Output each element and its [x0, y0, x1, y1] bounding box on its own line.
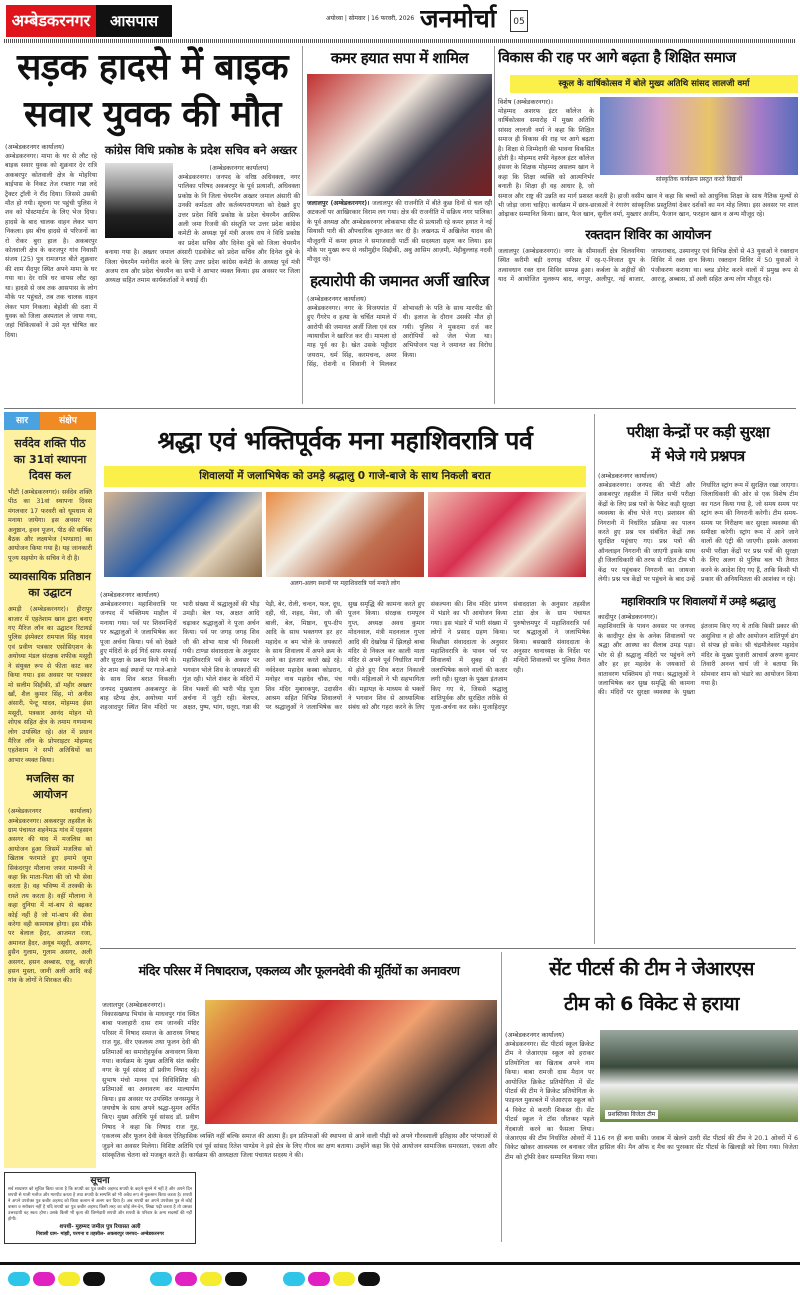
- photo-statue-unveiling: [205, 1000, 497, 1124]
- headline-road-accident-1: सड़क हादसे में बाइक: [17, 47, 288, 88]
- dateline: अयोध्या | सोमवार | 16 फरवरी, 2026: [326, 15, 415, 22]
- page-number: 05: [510, 10, 528, 32]
- subhead-shivratri: शिवालयों में जलाभिषेक को उमड़े श्रद्धालु 0 गाजे-बाजे के साथ निकली बरात: [104, 466, 586, 487]
- headline-nishad-statues: मंदिर परिसर में निषादराज, एकलव्य और फूलनदेवी की मूर्तियों का अनावरण: [138, 963, 460, 978]
- brief-headline: मजलिस का आयोजन: [26, 772, 74, 802]
- article-body: अम्बेडकरनगर। मामा के घर से लौट रहे बाइक सवार युवक को शुक्रवार देर रात्रि अकबरपुर कोतवाली क्षेत्र के मोहरिया बाईपास के निकट तेज रफ्तार गन्ना लदे ट्रैक्टर ट्रॉली ने रौंद दिया। जिससे उसकी मौत हो गयी। सूचना पर पहुंची पुलिस ने शव को पोस्टमार्टम के लिए भेज दिया। हादसे के बाद चालक वाहन लेकर भाग निकला। इस बीच हादसे से परिजनों का रो रोकर बुरा हाल है। अकबरपुर कोतवाली क्षेत्र के करजपुर गांव निवासी संजय (25) पुत्र रामजगत बीते शुक्रवार की शाम सैदपुर स्थित अपने मामा के घर गया था। देर रात्रि घर वापस लौट रहा था। हादसे से जब तक आसपास के लोग मौके पर पहुंचते, तब तक चालक वाहन लेकर भाग निकला। बेहोशी की दशा में युवक को जिला अस्पताल ले जाया गया, जहां चिकित्सकों ने उसे मृत घोषित कर दिया।: [5, 153, 97, 339]
- photo-akhtar: [105, 163, 173, 238]
- notice-body: सर्व साधारण को सूचित किया जाता है कि शपथी का पुत्र कबीर अहमद शपथी के कहने सुनने में नहीं है और अपने दिन शपथी से गाली गलौज और मारपीट करता है तथा शपथी के सम्पत्ति को भी अवैध रूप से नुकसान किया करता है। शपथी ने अपने उपरोक्त पुत्र कबीर अहमद को किया कलाम से अलग कर दिया है। अब शपथी का अपने उपरोक्त पुत्र से कोई वास्ता व सरोकार नहीं है यदि शपथी का पुत्र कबीर अहमद किसी तरह का कोई लेन-देन, लिखा पढ़ी करता है तो उसका उत्तरदायी वह स्वतः होगा। उसके किसी भी कृत्य की जिम्मेदारी शपथी और शपथी के परिवार के अन्य सदस्यों की नहीं होगी।: [8, 1187, 192, 1222]
- bottom-rule: [0, 1262, 800, 1265]
- article-bail-body: अम्बेडकरनगर। नगर के विजयपांत में हुए गैंगरेप व हत्या के चर्चित मामले में आरोपी की जमानत अर्जी जिला एवं सत्र न्यायाधीश ने खारिज कर दी। मामला दो माह पूर्व का है। खेत उसके पट्टीदार जयराम, धर्म सिंह, करमचन्द, अमर सिंह, रोशनी व शिवानी ने मिलकर शोभावती के पति के साथ मारपीट की थी। इलाज के दौरान उसकी मौत हो गयी। पुलिस ने मुकदमा दर्ज कर आरोपियों को जेल भेजा था। अभियोजन पक्ष ने जमानत का विरोध किया।: [307, 304, 492, 369]
- article-congress: [105, 142, 300, 340]
- registration-black: [83, 1272, 105, 1286]
- section-label: अम्बेडकरनगर: [6, 5, 96, 37]
- registration-yellow: [333, 1272, 355, 1286]
- photo-shiv-puja: [266, 492, 424, 577]
- article-blood-donation-body: जलालपुर (अम्बेडकरनगर)। नगर के सीमावर्ती क्षेत्र चिलवनिया स्थित करीमी बड़ी दरगाह परिसर में रह-ए-निजात ग्रुप के तत्वावधान रक्त दान शिविर सम्पन्न हुआ। कर्बला के शहीदों की याद में आयोजित मुलरूप बाद, नगपुर, अलीपुर, नई बाजार, जाफराबाद, उस्मानपुर एवं विभिन्न क्षेत्रों से 43 युवाओं ने रक्तदान शिविर में रक्त दान किया। रक्तदान शिविर में 50 युवाओं ने पंजीकरण कराया था। ब्लड डोनेट करने वालों में प्रमुख रूप से आरजू, अब्बास, डॉ अली सहित अन्य लोग मौजूद रहे।: [498, 247, 798, 284]
- headline-cricket-1: सेंट पीटर्स की टीम ने जेआरएस: [549, 958, 754, 980]
- registration-magenta: [308, 1272, 330, 1286]
- brief-body: अमड़ी (अम्बेडकरनगर)। हीरापुर बाजार में एहतेशाम खान द्वारा बनाए गए मैरिज लॉन का उद्घाटन रिटायर्ड पुलिस इंस्पेक्टर रामपाल सिंह यादव एवं प्रवीण पत्रकार एसोसिएशन के अयोध्या मंडल संरक्षक शफीक मसूदी ने संयुक्त रूप से फीता काट कर किया गया। इस अवसर पर पत्रकार मो सलीम सिद्दीकी, डॉ महीर अख्तर खाँ, शैल कुमार सिंह, मो अनीस अंसारी, पेन्टू यादव, मोहम्मद ईसा मसूदी, पत्रकार आनंद मोहन मो शोएब सहित क्षेत्र के तमाम गणमान्य लोग उपस्थित रहे। अंत में प्रधान मैरिज लॉन के प्रोपराइटर मोहम्मद एहतेशाम ने सभी अतिथियों का आभार व्यक्त किया।: [8, 606, 92, 764]
- byline: (अम्बेडकरनगर कार्यालय): [5, 143, 65, 151]
- headline-congress: कांग्रेस विधि प्रकोष्ठ के प्रदेश सचिव बने अख्तर: [105, 143, 297, 157]
- byline: विशेष (अम्बेडकरनगर)।: [498, 98, 553, 106]
- registration-black: [225, 1272, 247, 1286]
- article-kamar-hayat: [307, 46, 492, 370]
- tab-saar: सार: [4, 412, 40, 430]
- photo-caption: सांस्कृतिक कार्यक्रम प्रस्तुत करते विद्यार्थी: [655, 176, 743, 183]
- article-shivratri: [100, 420, 590, 713]
- registration-black: [358, 1272, 380, 1286]
- article-exam: [598, 420, 798, 698]
- body: जलालपुर की राजनीति में बीते कुछ दिनों से चल रही अटकलों पर आखिरकार विराम लग गया। क्षेत्र की राजनीति में सक्रिय नगर पालिका के पूर्व अध्यक्ष और अम्बेडकरनगर लोकसभा सीट से प्रत्याशी रहे कमर हयात ने नई सियासी पारी की औपचारिक शुरुआत कर दी है। लखनऊ में अखिलेश यादव की मौजूदगी में कमर हयात ने समाजवादी पार्टी की सदस्यता ग्रहण कर लिया। इस मौके पर मुख्य रूप से नसीमुद्दीन सिद्दीकी, अबु आसिम आज़मी, मेहीबुल्लाह नदवी मौजूद रहे।: [307, 200, 492, 264]
- headline-road-accident-2: सवार युवक की मौत: [24, 94, 281, 135]
- brief-headline: सर्वदेव शक्ति पीठ का 31वां स्थापना दिवस कल: [13, 437, 87, 482]
- article-road-accident: [5, 44, 300, 340]
- article-congress-body: अम्बेडकरनगर। जनपद के वरिष्ठ अधिवक्ता, नगर पालिका परिषद अकबरपुर के पूर्व प्रत्याशी, अधिवक्ता प्रकोष्ठ के नि जिला चेयरमैन अख्तर जमाल अंसारी की उनकी कर्मठता और कर्तव्यपरायणता को देखते हुए उत्तर प्रदेश विधि प्रकोष्ठ के प्रदेश चेयरमैन आसिफ अली जमा रिजवी की संस्तुति पर उत्तर प्रदेश कांग्रेस कमेटी के अध्यक्ष पूर्व मंत्री अजय राय ने विधि प्रकोष्ठ का प्रदेश सचिव और दिनेश दुबे को जिला चेयरमैन बनाया गया है। अख्तर जमाल अंसारी एडवोकेट को प्रदेश सचिव और दिनेश दुबे के जिला चेयरमैन मनोनीत करने के लिए उत्तर प्रदेश कांग्रेस कमेटी के अध्यक्ष पूर्व मंत्री अजय राय और प्रदेश चेयरमैन का सभी ने आभार व्यक्त किया। इस अवसर पर जिला अध्यक्ष सहित तमाम कार्यकर्ताओं ने बधाई दी।: [105, 174, 300, 285]
- headline-bail-rejected: हत्यारोपी की जमानत अर्जी खारिज: [310, 271, 489, 290]
- byline: (अम्बेडकरनगर कार्यालय): [209, 164, 269, 172]
- article-shivratri-body: अम्बेडकरनगर। महाशिवरात्रि पर जनपद में भक्तिमय माहौल में मनाया गया। पर्व पर शिवमन्दिरों पर श्रद्धालुओं ने जलाभिषेक कर पूजा अर्चना किया। पर्व को देखते हुए मंदिरों के इर्द गिर्द साफ सफाई और सुरक्षा के प्रबन्ध किये गये थे। देर शाम कई स्थानों पर गाजे-बाजे के साथ शिव बरात निकली। जनपद मुख्यालय अकबरपुर के बाह स्टैण्ड क्षेत्र, अयोध्या मार्ग शहजादपुर स्थित शिव मंदिरों पर भारी संख्या में श्रद्धालुओं की भीड़ उमड़ी। बेल पत्र, अक्षत आदि चढ़ाकर श्रद्धालुओं ने पूजा अर्चन किया। पर्व पर जगह जगह शिव जी की शोभा यात्रा भी निकाली गयी। टाण्डा संवाददाता के अनुसार महाशिवरात्रि पर्व के अवसर पर भगवान भोले शिव के जयकारों की गूंज रही। भोले शंकर के मंदिरों में शिव भक्तों की भारी भीड़ पूजा अर्चना में जुटी रही। बेलपत्र, अक्षत, पुष्प, भांग, धतूरा, गन्ना की पेड़ी, बेर, रोली, चन्दन, फल, दूध, दही, घी, शहद, मेवा, जौ की बाली, बेल, मिष्ठान, धूप-दीप आदि के साथ भक्तगण हर हर महादेव व बम भोले के जयकारों के साथ शिवालय में अपने क्रम के आने का इंतजार करते खड़े रहे। नर्वदेश्वर महादेव कस्बा कोडरान, मनोहर नाथ महादेव चौक, पंच शिव मंदिर मुबारकपुर, उदासीन आश्रम सहित विभिन्न शिवालयों पर श्रद्धालुओं ने जलाभिषेक कर सुख समृद्धि की कामना करते हुए पूजन किया। संरक्षक रामपूरन गुप्त, अध्यक्ष अवध कुमार मोदनवाल, मंत्री मदनलाल गुप्ता आदि की देखरेख में झिलहो बाबा मंदिर से निकल कर काली माता मंदिर से अपने पूर्व निर्धारित मार्गों से होते हुए शिव बरात निकाली गयी। महिलाओं ने भी सहभागिता की। महायज्ञ के माध्यम से भक्तों ने भगवान शिव से आध्यात्मिक संबंध को और गहरा करने के लिए संकल्पना की। शिव मंदिर प्रांगण में भंडारे का भी आयोजन किया गया। इस भंडारे में भारी संख्या में लोगों ने प्रसाद ग्रहण किया। किछौछा संवाददाता के अनुसार महाशिवरात्रि के पावन पर्व पर शिवालयों में सुबह से ही जलाभिषेक करने वालों की कतार लगी रही। सुरक्षा के पुख्ता इंतजाम किए गए थे, जिससे श्रद्धालु शांतिपूर्वक और सुरक्षित तरीके से पूजा-अर्चना कर सके। मुजाहिदपुर संवाददाता के अनुसार तहसील टांडा क्षेत्र के ग्राम पंचायत पुरुषोत्तमपुर में महाशिवरात्रि पर्व पर श्रद्धालुओं ने जलाभिषेक किया। बसखारी संवाददाता के अनुसार थानाध्यक्ष के निर्देश पर मन्दिरों शिवालयों पर पुलिस तैनात रही।: [100, 601, 590, 712]
- registration-cyan: [283, 1272, 305, 1286]
- headline-blood-donation: रक्तदान शिविर का आयोजन: [585, 227, 711, 243]
- masthead-logo: जनमोर्चा: [420, 4, 497, 33]
- headline-education: विकास की राह पर आगे बढ़ता है शिक्षित समाज: [498, 50, 736, 66]
- byline: (अम्बेडकरनगर कार्यालय): [598, 472, 658, 480]
- byline: (अम्बेडकरनगर कार्यालय): [307, 294, 367, 303]
- article-education: [498, 46, 798, 285]
- headline-shivratri: श्रद्धा एवं भक्तिपूर्वक मना महाशिवरात्रि पर्व: [157, 426, 533, 455]
- tab-sankshep: संक्षेप: [40, 412, 96, 430]
- notice-signer: शपथी- मुहम्मद जमील पुत्र रियासत अली: [59, 1224, 141, 1230]
- photo-winning-team-wrap: [600, 1030, 798, 1122]
- subsection-label: आसपास: [96, 5, 172, 37]
- article-nishad-body: विकासखण्ड भियांव के माधवपुर गांव स्थित बाबा फलाहारी दास राम जानकी मंदिर परिसर में निषाद समाज के आराध्य निषाद राज गुह, वीर एकलव्य तथा फूलन देवी की प्रतिमाओं का समारोहपूर्वक अनावरण किया गया। कार्यक्रम के मुख्य अतिथि संत कबीर नगर के पूर्व सांसद डॉ प्रवीण निषाद रहे। सुभाष मंचो मानव एवं विधिविशिष्ट की प्रतिमाओं का अनावरण कर माल्यार्पण किया। इस अवसर पर उपस्थित जनसमूह ने जयघोष के साथ अपने श्रद्धा-सुमन अर्पित किए। मुख्य अतिथि पूर्व सांसद डॉ. प्रवीण निषाद ने कहा कि निषाद राज गुह, एकलव्य और फूलन देवी केवल ऐतिहासिक व्यक्ति नहीं बल्कि समाज की आत्मा हैं। इन प्रतिमाओं की स्थापना से आने वाली पीढ़ी को अपने गौरवशाली इतिहास और परंपराओं से जुड़ने का अवसर मिलेगा। विशिष्ट अतिथि एवं पूर्व सांसद रितेश पाण्डेय ने इसे क्षेत्र के लिए गौरव का क्षण बताया। उन्होंने कहा कि ऐसे आयोजन सामाजिक समरसता, एकता और सांस्कृतिक चेतना को मजबूत करते हैं। कार्यक्रम की अध्यक्षता जिला पंचायत सदस्य ने की।: [102, 1011, 497, 1160]
- article-exam-body: अम्बेडकरनगर। जनपद की भीटी और अकबरपुर तहसील में स्थित सभी परीक्षा केंद्रों के लिए प्रश्न पत्रों के पैकेट कड़ी सुरक्षा व्यवस्था के बीच भेजे गए। प्रशासन की निगरानी में निर्धारित प्रक्रिया का पालन करते हुए प्रश्न पत्र संबंधित केंद्रों तक सुरक्षित पहुंचाए गए। प्रश्न पत्रों की ऑनलाइन निगरानी की जाएगी इसके साथ ही जिलाधिकारी की तरफ से गठित टीम भी केंद्र पर पहुंचकर निगरानी का जायजा लेगी। प्रश्न पत्र केंद्रों पर पहुंचने के बाद उन्हें निर्धारित स्ट्रांग रूम में सुरक्षित रखा जाएगा। जिलाधिकारी की ओर से एक विशेष टीम का गठन किया गया है, जो समय समय पर स्ट्रांग रूम की निगरानी करेगी। टीम समय-समय पर निरीक्षण कर सुरक्षा व्यवस्था की समीक्षा करेगी। स्ट्रांग रूम में आने जाने वालों की एंट्री की जाएगी। इसके अलावा सभी परीक्षा केंद्रों पर प्रश्न पत्रों की सुरक्षा के लिए अलग से पुलिस बल भी तैनात करने के आदेश दिए गए हैं, ताकि किसी भी प्रकार की अनियमितता की आशंका न रहे।: [598, 482, 798, 584]
- brief-headline: व्यावसायिक प्रतिष्ठान का उद्घाटन: [9, 570, 91, 600]
- byline: जलालपुर (अम्बेडकरनगर)।: [307, 200, 370, 207]
- photo-caption: प्रशस्तिका विजेता टीम: [605, 1110, 658, 1119]
- registration-yellow: [58, 1272, 80, 1286]
- photo-kamar-hayat: [307, 74, 492, 196]
- sidebar-briefs: [4, 412, 96, 1168]
- photo-women-devotees: [428, 492, 586, 577]
- registration-magenta: [33, 1272, 55, 1286]
- registration-yellow: [200, 1272, 222, 1286]
- photo-annual-function: [600, 97, 798, 175]
- photo-winning-team: [600, 1030, 798, 1122]
- registration-cyan: [150, 1272, 172, 1286]
- byline: जलालपुर (अम्बेडकरनगर)।: [102, 1001, 166, 1009]
- brief-body: भीटी (अम्बेडकरनगर)। सर्वदेव शक्ति पीठ का 31वां स्थापना दिवस मंगलवार 17 फरवरी को धूमधाम से मनाया जायेगा। इस अवसर पर अनुष्ठान, हवन पूजन, पीठ की वार्षिक बैठक और लक्ष्यभेज (भण्डारा) का आयोजन किया गया है। यह जानकारी पूज्य सहयोग के सचिव ने दी है।: [8, 489, 92, 562]
- article-kamar-body: [307, 199, 492, 265]
- article-cricket: [505, 952, 798, 1162]
- header-rule: [4, 39, 796, 43]
- headline-exam-2: में भेजे गये प्रश्नपत्र: [651, 447, 745, 465]
- registration-magenta: [175, 1272, 197, 1286]
- article-cricket-body: अम्बेडकरनगर। सेंट पीटर्स स्कूल क्रिकेट टीम ने जेआरएस स्कूल को हराकर प्रतियोगिता का खिताब अपने नाम किया। बाबा रामजी दास मैदान पर आयोजित क्रिकेट प्रतियोगिता में सेंट पीटर्स की टीम ने क्रिकेट प्रतियोगिता के फाइनल मुकाबले में जेआरएस स्कूल को 4 विकेट से करारी शिकस्त दी। सेंट पीटर्स स्कूल ने टॉस जीतकर पहले गेंदबाजी करने का फैसला लिया। जेआरएस की टीम निर्धारित ओवरों में 116 रन ही बना सकी। जवाब में खेलने उतरी सेंट पीटर्स की टीम ने 20.1 ओवरों में 6 विकेट खोकर आवश्यक रन बनाकर जीत हासिल की। मैन ऑफ द मैच का पुरस्कार सेंट पीटर्स के खिलाड़ी को दिया गया। विजेता टीम को ट्रॉफी देकर सम्मानित किया गया।: [505, 1041, 798, 1161]
- headline-exam-1: परीक्षा केन्द्रों पर कड़ी सुरक्षा: [626, 423, 770, 441]
- photo-caption: अलग-अलग स्थानों पर महाशिवरात्रि पर्व मनाते लोग: [290, 580, 400, 587]
- brief-body: (अम्बेडकरनगर कार्यालय) अम्बेडकरनगर। अकबरपुर तहसील के ग्राम पंचायत शहनेमऊ गांव में एहसान असगर की याद में मजलिस का आयोजन हुआ जिसमें मजलिस को खिताब फरमाते हुए इमामे जुमा सिकंदरपुर मौलाना जफर मारूफी ने कहा कि माता-पिता की जो भी सेवा करता है। वह भविष्य में तरक्की के रास्ते तय करता है। वहीं मौलाना ने कहा दुनिया में मां-बाप से बढ़कर कोई नहीं है जो मां-बाप की सेवा करेगा वही कामयाब होगा। इस मौके पर बेलाल हैदर, आजमत रजा, अमानत हैदर, अयूब मसूदी, असगर, हुसैन गुलाम, गुलाम असगर, अली असगर, हसन अब्बास, एजू, काज़ी हसन मुस्ता, जानी अली आदि कई गांव के लोगों ने शिरकत की।: [8, 808, 92, 985]
- byline: (अम्बेडकरनगर कार्यालय): [100, 591, 160, 599]
- article-education-body: मोहम्मद अशरफ इंटर कॉलेज के वार्षिकोत्सव समारोह में मुख्य अतिथि सांसद लालजी वर्मा ने कहा कि शिक्षित समाज ही विकास की राह पर आगे बढ़ता है। शिक्षा से जिम्मेदारी की भावना विकसित होती है। मोहम्मद शफी नेहरुल इंटर कॉलेज हंसवर के शिक्षक मोहम्मद असलम खान ने कहा कि शिक्षा व्यक्ति को आत्मनिर्भर बनाती है। शिक्षा ही वह आधार है, जो समाज और राष्ट्र की उन्नति का मार्ग प्रशस्त करती है। हाजी वसीम खान ने कहा कि बच्चों को आधुनिक शिक्षा के साथ नैतिक मूल्यों से भी जोड़ा जाना चाहिए। कार्यक्रम में छात्र-छात्राओं ने रंगारंग सांस्कृतिक प्रस्तुतियां देकर दर्शकों का मन मोह लिया। इस अवसर पर शाल ओढ़ाकर सम्मानित किया। ख़ान, फैज खान, सुनील वर्मा, मुख्तार अजीम, फैजान खान, फरहान खान व अन्य मौजूद रहे।: [498, 108, 798, 219]
- headline-kamar-hayat: कमर हयात सपा में शामिल: [330, 49, 469, 67]
- notice-address: निवासी ग्राम- मांझी, परगना व तहसील- अकबरपुर जनपद- अम्बेडकरनगर: [36, 1232, 164, 1237]
- registration-cyan: [8, 1272, 30, 1286]
- subhead-education: स्कूल के वार्षिकोत्सव में बोले मुख्य अतिथि सांसद लालजी वर्मा: [510, 75, 798, 93]
- byline: कादीपुर (अम्बेडकरनगर)।: [598, 613, 658, 622]
- legal-notice: [4, 1172, 196, 1244]
- headline-shivalaya: महाशिवरात्रि पर शिवालयों में उमड़े श्रद्धालु: [621, 595, 775, 609]
- notice-title: सूचना: [90, 1176, 110, 1186]
- headline-cricket-2: टीम को 6 विकेट से हराया: [564, 993, 739, 1015]
- photo-shiv-procession: [104, 492, 262, 577]
- article-shivalaya-body: महाशिवरात्रि के पावन अवसर पर जनपद के कादीपुर क्षेत्र के अनेक शिवालयों पर श्रद्धा और आस्था का सैलाब उमड़ पड़ा। भोर से ही श्रद्धालु मंदिरों पर पहुंचने लगे और हर हर महादेव के जयकारों से वातावरण भक्तिमय हो गया। श्रद्धालुओं ने जलाभिषेक कर सुख समृद्धि की कामना की। मंदिरों पर सुरक्षा व्यवस्था के पुख्ता इंतजाम किए गए थे ताकि किसी प्रकार की असुविधा न हो और आयोजन शांतिपूर्ण ढंग से संपन्न हो सके। श्री चंद्रमौलेश्वर महादेव मंदिर के मुख्य पुजारी आचार्य अरुण कुमार तिवारी अनन्त चार्य जी ने बताया कि सोमवार शाम को भंडारे का आयोजन किया गया है।: [598, 623, 798, 697]
- byline: (अम्बेडकरनगर कार्यालय): [505, 1031, 565, 1039]
